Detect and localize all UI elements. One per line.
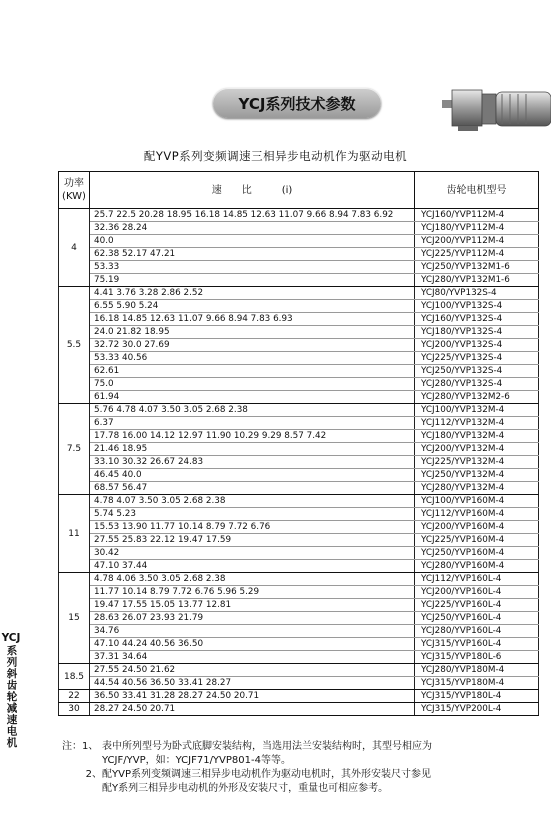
model-cell: YCJ315/YVP180L-4 [415, 690, 539, 703]
table-row [59, 560, 539, 573]
table-row [59, 638, 539, 651]
ratio-cell: 16.18 14.85 12.63 11.07 9.66 8.94 7.83 6.93 [90, 313, 415, 326]
model-cell: YCJ225/YVP132M-4 [415, 456, 539, 469]
power-cell: 30 [59, 703, 90, 716]
ratio-cell: 32.72 30.0 27.69 [90, 339, 415, 352]
model-cell: YCJ250/YVP132S-4 [415, 365, 539, 378]
note-text: 表中所列型号为卧式底脚安装结构，当选用法兰安装结构时，其型号相应为 [102, 741, 432, 752]
ratio-cell: 25.7 22.5 20.28 18.95 16.18 14.85 12.63 11.07 9.66 8.94 7.83 6.92 [90, 209, 415, 222]
table-row [59, 326, 539, 339]
table-row [59, 313, 539, 326]
table-row [59, 508, 539, 521]
header-power-unit: (KW) [62, 191, 86, 202]
model-cell: YCJ100/YVP160M-4 [415, 495, 539, 508]
table-row [59, 300, 539, 313]
ratio-cell: 27.55 24.50 21.62 [90, 664, 415, 677]
table-row [59, 482, 539, 495]
table-row [59, 469, 539, 482]
power-cell: 11 [59, 495, 90, 573]
table-row [59, 222, 539, 235]
table-row [59, 248, 539, 261]
ratio-cell: 68.57 56.47 [90, 482, 415, 495]
model-cell: YCJ225/YVP112M-4 [415, 248, 539, 261]
side-label [0, 632, 22, 753]
model-cell: YCJ80/YVP132S-4 [415, 287, 539, 300]
model-cell: YCJ180/YVP112M-4 [415, 222, 539, 235]
model-cell: YCJ250/YVP132M-4 [415, 469, 539, 482]
model-cell: YCJ315/YVP180L-6 [415, 651, 539, 664]
table-row [59, 274, 539, 287]
table-row [59, 703, 539, 716]
table-row [59, 573, 539, 586]
header-power [59, 172, 90, 209]
ratio-cell: 36.50 33.41 31.28 28.27 24.50 20.71 [90, 690, 415, 703]
table-row [59, 365, 539, 378]
ratio-cell: 5.74 5.23 [90, 508, 415, 521]
model-cell: YCJ200/YVP160L-4 [415, 586, 539, 599]
table-row [59, 495, 539, 508]
model-cell: YCJ200/YVP132S-4 [415, 339, 539, 352]
table-row [59, 690, 539, 703]
side-label-code: YCJ [1, 632, 21, 644]
section-title-banner [213, 88, 381, 118]
ratio-cell: 44.54 40.56 36.50 33.41 28.27 [90, 677, 415, 690]
ratio-cell: 6.37 [90, 417, 415, 430]
ratio-cell: 47.10 37.44 [90, 560, 415, 573]
note-line [62, 740, 542, 754]
table-row [59, 456, 539, 469]
table-row [59, 612, 539, 625]
side-label-text: 系列斜齿轮减速电机 [5, 645, 18, 749]
ratio-cell: 6.55 5.90 5.24 [90, 300, 415, 313]
ratio-cell: 17.78 16.00 14.12 12.97 11.90 10.29 9.29 8.57 7.42 [90, 430, 415, 443]
model-cell: YCJ315/YVP160L-4 [415, 638, 539, 651]
table-row [59, 391, 539, 404]
note-line [62, 782, 542, 796]
model-cell: YCJ280/YVP132M1-6 [415, 274, 539, 287]
model-cell: YCJ100/YVP132M-4 [415, 404, 539, 417]
header-power-label: 功率 [64, 178, 84, 189]
model-cell: YCJ180/YVP132M-4 [415, 430, 539, 443]
model-cell: YCJ280/YVP180M-4 [415, 664, 539, 677]
ratio-cell: 61.94 [90, 391, 415, 404]
ratio-cell: 19.47 17.55 15.05 13.77 12.81 [90, 599, 415, 612]
table-subtitle: 配YVP系列变频调速三相异步电动机作为驱动电机 [143, 149, 408, 163]
note-text: 配Y系列三相异步电动机的外形及安装尺寸，重量也可相应参考。 [102, 783, 389, 794]
ratio-cell: 30.42 [90, 547, 415, 560]
note-line [62, 754, 542, 768]
table-row [59, 235, 539, 248]
ratio-cell: 28.27 24.50 20.71 [90, 703, 415, 716]
ratio-cell: 40.0 [90, 235, 415, 248]
ratio-cell: 62.38 52.17 47.21 [90, 248, 415, 261]
ratio-cell: 21.46 18.95 [90, 443, 415, 456]
section-title: YCJ系列技术参数 [238, 94, 356, 113]
header-ratio: 速 比 (i) [90, 172, 415, 209]
table-row [59, 586, 539, 599]
table-row [59, 534, 539, 547]
gear-motor-image [438, 82, 551, 134]
table-row [59, 664, 539, 677]
model-cell: YCJ160/YVP112M-4 [415, 209, 539, 222]
header-model: 齿轮电机型号 [415, 172, 539, 209]
model-cell: YCJ225/YVP160L-4 [415, 599, 539, 612]
model-cell: YCJ280/YVP132M2-6 [415, 391, 539, 404]
table-row [59, 651, 539, 664]
table-row [59, 625, 539, 638]
notes [62, 740, 542, 796]
model-cell: YCJ280/YVP132S-4 [415, 378, 539, 391]
table-row [59, 599, 539, 612]
ratio-cell: 34.76 [90, 625, 415, 638]
note-text: 配YVP系列变频调速三相异步电动机作为驱动电机时，其外形安装尺寸参见 [102, 769, 431, 780]
model-cell: YCJ225/YVP160M-4 [415, 534, 539, 547]
model-cell: YCJ280/YVP160L-4 [415, 625, 539, 638]
ratio-cell: 24.0 21.82 18.95 [90, 326, 415, 339]
ratio-cell: 32.36 28.24 [90, 222, 415, 235]
ratio-cell: 11.77 10.14 8.79 7.72 6.76 5.96 5.29 [90, 586, 415, 599]
table-row [59, 339, 539, 352]
ratio-cell: 37.31 34.64 [90, 651, 415, 664]
model-cell: YCJ250/YVP160L-4 [415, 612, 539, 625]
table-row [59, 378, 539, 391]
note-prefix [62, 782, 102, 796]
power-cell: 22 [59, 690, 90, 703]
ratio-cell: 75.0 [90, 378, 415, 391]
ratio-cell: 27.55 25.83 22.12 19.47 17.59 [90, 534, 415, 547]
model-cell: YCJ180/YVP132S-4 [415, 326, 539, 339]
power-cell: 15 [59, 573, 90, 664]
table-row [59, 287, 539, 300]
note-text: YCJF/YVP，如：YCJF71/YVP801-4等等。 [102, 755, 291, 766]
ratio-cell: 53.33 40.56 [90, 352, 415, 365]
ratio-cell: 62.61 [90, 365, 415, 378]
ratio-cell: 28.63 26.07 23.93 21.79 [90, 612, 415, 625]
model-cell: YCJ112/YVP160M-4 [415, 508, 539, 521]
note-prefix [62, 754, 102, 768]
ratio-cell: 15.53 13.90 11.77 10.14 8.79 7.72 6.76 [90, 521, 415, 534]
model-cell: YCJ250/YVP160M-4 [415, 547, 539, 560]
ratio-cell: 47.10 44.24 40.56 36.50 [90, 638, 415, 651]
ratio-cell: 5.76 4.78 4.07 3.50 3.05 2.68 2.38 [90, 404, 415, 417]
model-cell: YCJ250/YVP132M1-6 [415, 261, 539, 274]
power-cell: 7.5 [59, 404, 90, 495]
table-row [59, 352, 539, 365]
table-row [59, 443, 539, 456]
note-line [62, 768, 542, 782]
model-cell: YCJ280/YVP132M-4 [415, 482, 539, 495]
table-row [59, 417, 539, 430]
note-prefix: 2、 [85, 769, 102, 780]
model-cell: YCJ280/YVP160M-4 [415, 560, 539, 573]
model-cell: YCJ315/YVP180M-4 [415, 677, 539, 690]
model-cell: YCJ160/YVP132S-4 [415, 313, 539, 326]
power-cell: 5.5 [59, 287, 90, 404]
table-row [59, 521, 539, 534]
model-cell: YCJ200/YVP132M-4 [415, 443, 539, 456]
model-cell: YCJ200/YVP112M-4 [415, 235, 539, 248]
ratio-cell: 75.19 [90, 274, 415, 287]
table-row [59, 677, 539, 690]
ratio-cell: 46.45 40.0 [90, 469, 415, 482]
table-row [59, 261, 539, 274]
ratio-cell: 53.33 [90, 261, 415, 274]
table-row [59, 430, 539, 443]
ratio-cell: 4.78 4.06 3.50 3.05 2.68 2.38 [90, 573, 415, 586]
ratio-cell: 4.78 4.07 3.50 3.05 2.68 2.38 [90, 495, 415, 508]
table-row [59, 547, 539, 560]
spec-table-body [59, 209, 539, 716]
model-cell: YCJ100/YVP132S-4 [415, 300, 539, 313]
table-row [59, 404, 539, 417]
ratio-cell: 33.10 30.32 26.67 24.83 [90, 456, 415, 469]
power-cell: 18.5 [59, 664, 90, 690]
ratio-cell: 4.41 3.76 3.28 2.86 2.52 [90, 287, 415, 300]
model-cell: YCJ200/YVP160M-4 [415, 521, 539, 534]
spec-table [58, 171, 539, 716]
model-cell: YCJ112/YVP160L-4 [415, 573, 539, 586]
power-cell: 4 [59, 209, 90, 287]
table-row [59, 209, 539, 222]
model-cell: YCJ225/YVP132S-4 [415, 352, 539, 365]
model-cell: YCJ315/YVP200L-4 [415, 703, 539, 716]
model-cell: YCJ112/YVP132M-4 [415, 417, 539, 430]
note-prefix: 注：1、 [62, 741, 99, 752]
